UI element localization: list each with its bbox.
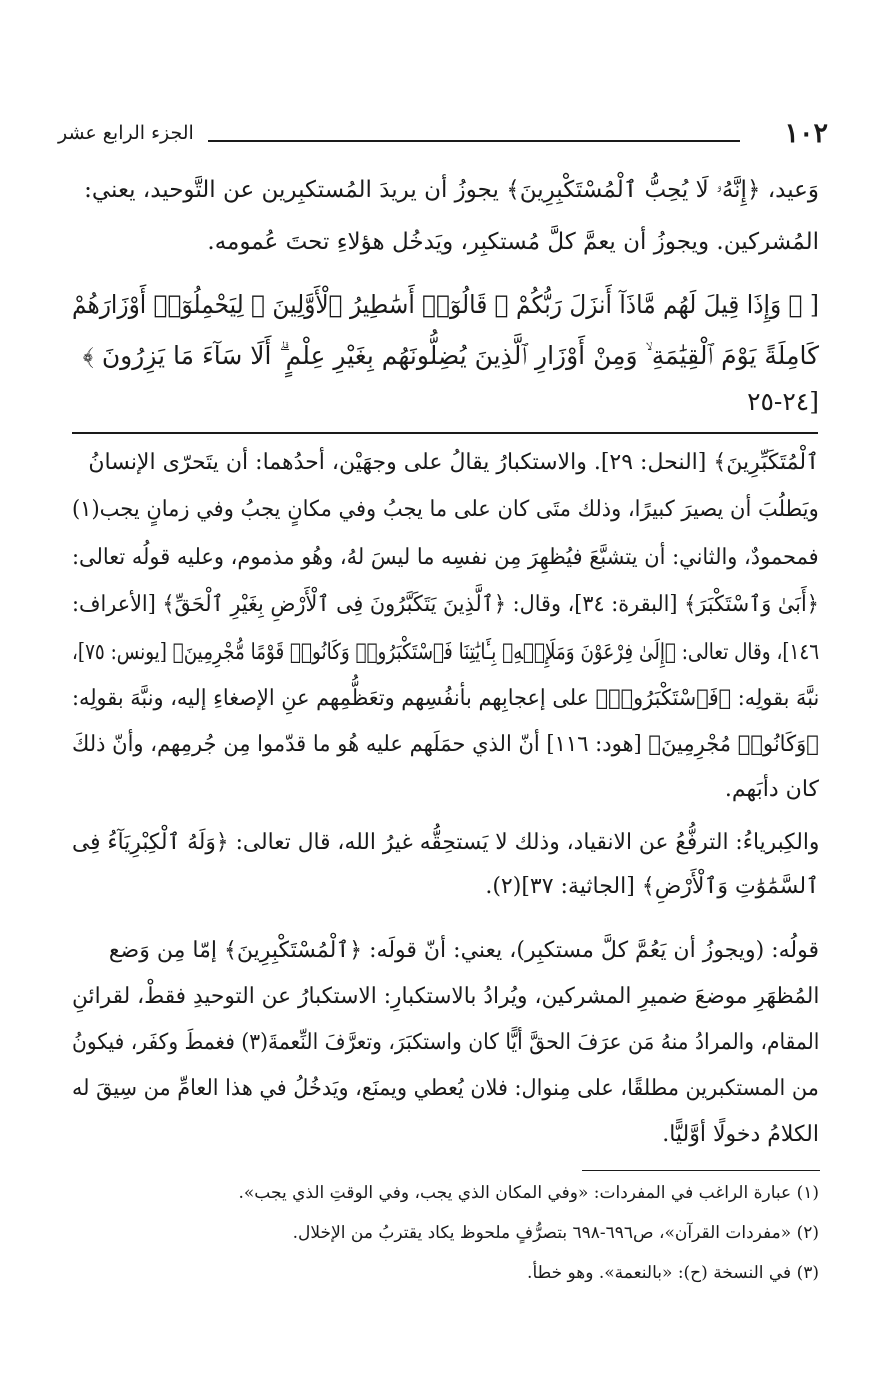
running-title: الجزء الرابع عشر	[58, 122, 194, 144]
commentary-line: من المستكبرين مطلقًا، على مِنوال: فلان يُعطي ويمنَع، ويَدخُلُ في هذا العامِّ من سِيقَ له	[72, 1076, 819, 1101]
footnote-separator	[582, 1170, 820, 1171]
page-header	[58, 118, 828, 158]
commentary-line: المُظهَرِ موضعَ ضميرِ المشركين، ويُرادُ بالاستكبارِ: الاستكبارُ عن التوحيدِ فقطْ، لقرائنِ	[71, 984, 819, 1009]
commentary-line: ﴿وَكَانُوا۟ مُجْرِمِينَ﴾ [هود: ١١٦] أنّ الذي حمَلَهم عليه هُو ما قدّموا مِن جُرمِهم، وأنّ ذلكَ	[72, 732, 819, 757]
section-separator	[72, 432, 818, 434]
header-rule	[208, 140, 740, 142]
commentary-line: نبَّهَ بقولِه: ﴿فَٱسْتَكْبَرُوا۟﴾ على إعجابِهم بأنفُسِهم وتعَظُّمِهم عنِ الإصغاءِ إليه، ونبَّهَ بقولِه:	[71, 686, 819, 711]
verse-line-1: [ ﴿ وَإِذَا قِيلَ لَهُم مَّاذَآ أَنزَلَ رَبُّكُمْ ۙ قَالُوٓا۟ أَسَٰطِيرُ ٱلْأَوَّلِينَ ۞ لِيَحْمِلُوٓا۟ أَوْزَارَهُمْ	[72, 290, 819, 319]
page-number: ١٠٢	[784, 118, 828, 149]
commentary-line: والكِبرياءُ: الترفُّعُ عن الانقياد، وذلك لا يَستحِقُّه غيرُ الله، قال تعالى: ﴿وَلَهُ ٱلْكِبْرِيَآءُ فِى	[71, 830, 819, 855]
commentary-line: قولُه: (ويجوزُ أن يَعُمَّ كلَّ مستكبِر)، يعني: أنّ قولَه: ﴿ٱلْمُسْتَكْبِرِينَ﴾ إمّا مِن وَضع	[108, 938, 819, 963]
commentary-line: فمحمودٌ، والثاني: أن يتشبَّعَ فيُظهِرَ مِن نفسِه ما ليسَ لهُ، وهُو مذموم، وعليه قولُه تعالى:	[72, 545, 819, 570]
commentary-line: ﴿أَبَىٰ وَٱسْتَكْبَرَ﴾ [البقرة: ٣٤]، وقال: ﴿ٱلَّذِينَ يَتَكَبَّرُونَ فِى ٱلْأَرْضِ بِغَيْرِ ٱلْحَقِّ﴾ [الأعراف:	[72, 592, 819, 617]
commentary-line: ويَطلُبَ أن يصيرَ كبيرًا، وذلك متَى كان على ما يجبُ وفي مكانٍ يجبُ وفي زمانٍ يجب(١)	[72, 497, 820, 522]
tafsir-line-2: المُشركين. ويجوزُ أن يعمَّ كلَّ مُستكبِر، ويَدخُل هؤلاءِ تحتَ عُمومه.	[207, 229, 819, 255]
footnote: (١) عبارة الراغب في المفردات: «وفي المكان الذي يجب، وفي الوقتِ الذي يجب».	[238, 1183, 819, 1203]
footnote: (٢) «مفردات القرآن»، ص٦٩٦-٦٩٨ بتصرُّفٍ ملحوظ يكاد يقتربُ من الإخلال.	[292, 1223, 819, 1243]
tafsir-line-1: وَعيد، ﴿إِنَّهُۥ لَا يُحِبُّ ٱلْمُسْتَكْبِرِينَ﴾ يجوزُ أن يريدَ المُستكبِرين عن التَّوحيد، يعني:	[84, 177, 819, 203]
verse-reference: [٢٤-٢٥	[747, 387, 819, 416]
commentary-line: المقام، والمرادُ منهُ مَن عرَفَ الحقَّ أيًّا كان واستكبَرَ، وتعرَّفَ النِّعمةَ(٣) فغمطَ وكفَر، فيكونُ	[71, 1030, 819, 1055]
commentary-line: كان دأبَهم.	[724, 777, 819, 802]
footnote: (٣) في النسخة (ح): «بالنعمة». وهو خطأ.	[527, 1263, 819, 1283]
commentary-line: ٱلْمُتَكَبِّرِينَ﴾ [النحل: ٢٩]. والاستكبارُ يقالُ على وجهَيْن، أحدُهما: أن يتَحرّى الإنسانُ	[88, 450, 819, 475]
commentary-line: الكلامُ دخولًا أوَّليًّا.	[662, 1122, 819, 1147]
commentary-line: ٱلسَّمَٰوَٰتِ وَٱلْأَرْضِ﴾ [الجاثية: ٣٧](٢).	[485, 874, 819, 899]
commentary-line: ١٤٦]، وقال تعالى: ﴿إِلَىٰ فِرْعَوْنَ وَمَلَإِي۟هِۦ بِـَٔايَٰتِنَا فَٱسْتَكْبَرُوا۟ وَكَانُوا۟ قَوْمًا مُّجْرِمِينَ﴾ [يونس: ٧٥]،	[71, 640, 819, 665]
verse-line-2: كَامِلَةً يَوْمَ ٱلْقِيَٰمَةِ ۙ وَمِنْ أَوْزَارِ ٱلَّذِينَ يُضِلُّونَهُم بِغَيْرِ عِلْمٍ ۗ أَلَا سَآءَ مَا يَزِرُونَ ﴾	[82, 341, 819, 370]
